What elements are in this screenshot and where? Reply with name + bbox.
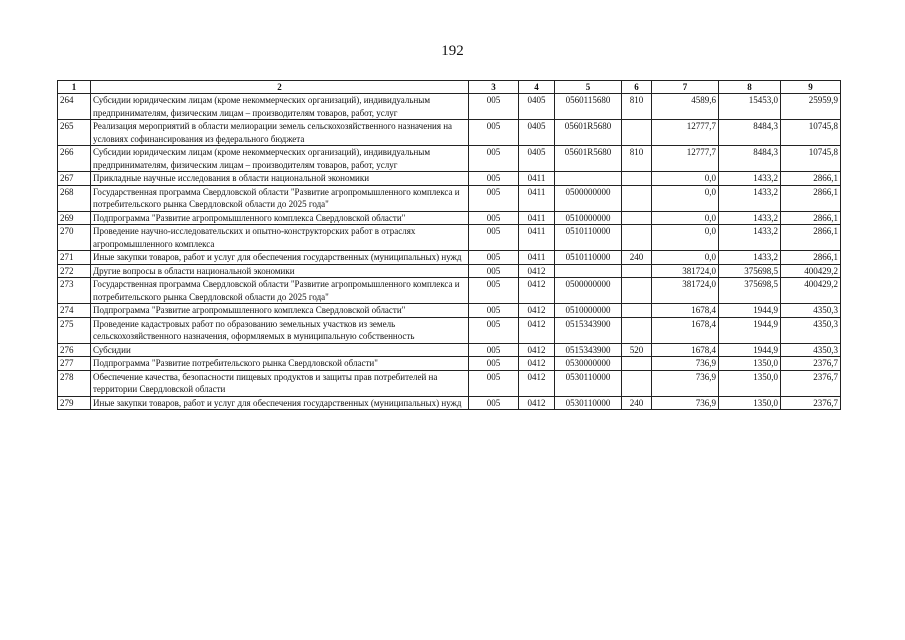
amount-year-2: 8484,3 (719, 146, 781, 172)
ministry-code: 005 (469, 343, 519, 357)
row-number: 271 (58, 251, 91, 265)
header-row (58, 81, 841, 94)
row-name: Субсидии юридическим лицам (кроме некоммерческих организаций), индивидуальным предпринимателям, физическим лицам – производителям товаров, работ, услуг (91, 146, 469, 172)
target-article-code: 0510110000 (555, 251, 622, 265)
amount-year-2: 375698,5 (719, 278, 781, 304)
col-header-7: 7 (652, 81, 719, 94)
section-code: 0412 (519, 396, 555, 410)
target-article-code: 05601R5680 (555, 120, 622, 146)
expense-type-code (622, 304, 652, 318)
amount-year-1: 1678,4 (652, 317, 719, 343)
target-article-code: 05601R5680 (555, 146, 622, 172)
table-row (58, 357, 841, 371)
section-code: 0405 (519, 94, 555, 120)
table-row (58, 225, 841, 251)
ministry-code: 005 (469, 120, 519, 146)
section-code: 0405 (519, 120, 555, 146)
target-article-code: 0515343900 (555, 343, 622, 357)
section-code: 0412 (519, 304, 555, 318)
expense-type-code (622, 317, 652, 343)
ministry-code: 005 (469, 146, 519, 172)
amount-year-3: 2376,7 (781, 357, 841, 371)
table-row (58, 396, 841, 410)
table-row (58, 251, 841, 265)
target-article-code: 0500000000 (555, 185, 622, 211)
section-code: 0412 (519, 370, 555, 396)
expense-type-code: 810 (622, 94, 652, 120)
target-article-code: 0530000000 (555, 357, 622, 371)
row-name: Подпрограмма "Развитие агропромышленного комплекса Свердловской области" (91, 304, 469, 318)
ministry-code: 005 (469, 185, 519, 211)
target-article-code: 0510000000 (555, 304, 622, 318)
section-code: 0411 (519, 211, 555, 225)
amount-year-3: 2376,7 (781, 396, 841, 410)
expense-type-code (622, 225, 652, 251)
amount-year-3: 400429,2 (781, 278, 841, 304)
amount-year-3: 4350,3 (781, 317, 841, 343)
table-body (58, 94, 841, 410)
row-name: Другие вопросы в области национальной экономики (91, 264, 469, 278)
amount-year-2: 1433,2 (719, 172, 781, 186)
target-article-code: 0530110000 (555, 396, 622, 410)
ministry-code: 005 (469, 370, 519, 396)
row-number: 276 (58, 343, 91, 357)
expense-type-code: 810 (622, 146, 652, 172)
row-number: 273 (58, 278, 91, 304)
row-name: Подпрограмма "Развитие агропромышленного комплекса Свердловской области" (91, 211, 469, 225)
amount-year-3: 25959,9 (781, 94, 841, 120)
row-number: 268 (58, 185, 91, 211)
amount-year-1: 736,9 (652, 370, 719, 396)
expense-type-code: 240 (622, 251, 652, 265)
section-code: 0412 (519, 278, 555, 304)
ministry-code: 005 (469, 396, 519, 410)
amount-year-2: 1433,2 (719, 185, 781, 211)
amount-year-1: 4589,6 (652, 94, 719, 120)
section-code: 0412 (519, 357, 555, 371)
section-code: 0412 (519, 317, 555, 343)
table-row (58, 185, 841, 211)
amount-year-2: 1944,9 (719, 317, 781, 343)
ministry-code: 005 (469, 94, 519, 120)
amount-year-3: 2866,1 (781, 211, 841, 225)
target-article-code: 0560115680 (555, 94, 622, 120)
amount-year-1: 12777,7 (652, 120, 719, 146)
col-header-9: 9 (781, 81, 841, 94)
ministry-code: 005 (469, 357, 519, 371)
amount-year-1: 0,0 (652, 211, 719, 225)
table-row (58, 264, 841, 278)
row-name: Реализация мероприятий в области мелиорации земель сельскохозяйственного назначения на условиях софинансирования из федерального бюджета (91, 120, 469, 146)
amount-year-3: 2866,1 (781, 251, 841, 265)
amount-year-1: 736,9 (652, 357, 719, 371)
amount-year-2: 1944,9 (719, 343, 781, 357)
ministry-code: 005 (469, 278, 519, 304)
row-name: Субсидии (91, 343, 469, 357)
amount-year-3: 2866,1 (781, 172, 841, 186)
amount-year-1: 381724,0 (652, 264, 719, 278)
target-article-code: 0515343900 (555, 317, 622, 343)
amount-year-3: 2866,1 (781, 185, 841, 211)
table-row (58, 211, 841, 225)
col-header-3: 3 (469, 81, 519, 94)
amount-year-2: 1944,9 (719, 304, 781, 318)
amount-year-3: 10745,8 (781, 146, 841, 172)
section-code: 0411 (519, 251, 555, 265)
col-header-1: 1 (58, 81, 91, 94)
section-code: 0411 (519, 225, 555, 251)
budget-table (57, 80, 841, 410)
row-name: Государственная программа Свердловской области "Развитие агропромышленного комплекса и потребительского рынка Свердловской области до 2025 года" (91, 278, 469, 304)
row-name: Прикладные научные исследования в области национальной экономики (91, 172, 469, 186)
amount-year-1: 736,9 (652, 396, 719, 410)
amount-year-1: 381724,0 (652, 278, 719, 304)
table-row (58, 343, 841, 357)
amount-year-3: 4350,3 (781, 343, 841, 357)
expense-type-code (622, 278, 652, 304)
table-row (58, 317, 841, 343)
row-name: Иные закупки товаров, работ и услуг для обеспечения государственных (муниципальных) нужд (91, 396, 469, 410)
ministry-code: 005 (469, 172, 519, 186)
page-number: 192 (441, 43, 464, 59)
row-number: 269 (58, 211, 91, 225)
row-name: Обеспечение качества, безопасности пищевых продуктов и защиты прав потребителей на территории Свердловской области (91, 370, 469, 396)
amount-year-2: 1350,0 (719, 370, 781, 396)
row-number: 279 (58, 396, 91, 410)
section-code: 0411 (519, 172, 555, 186)
row-name: Государственная программа Свердловской области "Развитие агропромышленного комплекса и потребительского рынка Свердловской области до 2025 года" (91, 185, 469, 211)
table-row (58, 278, 841, 304)
ministry-code: 005 (469, 304, 519, 318)
row-number: 278 (58, 370, 91, 396)
amount-year-2: 1433,2 (719, 225, 781, 251)
target-article-code (555, 264, 622, 278)
row-name: Иные закупки товаров, работ и услуг для обеспечения государственных (муниципальных) нужд (91, 251, 469, 265)
amount-year-1: 0,0 (652, 185, 719, 211)
expense-type-code (622, 120, 652, 146)
amount-year-1: 0,0 (652, 251, 719, 265)
amount-year-3: 2866,1 (781, 225, 841, 251)
target-article-code: 0510110000 (555, 225, 622, 251)
row-number: 274 (58, 304, 91, 318)
row-name: Проведение кадастровых работ по образованию земельных участков из земель сельскохозяйственного назначения, оформляемых в муниципальную собственность (91, 317, 469, 343)
row-number: 265 (58, 120, 91, 146)
table-row (58, 172, 841, 186)
amount-year-2: 1350,0 (719, 357, 781, 371)
col-header-5: 5 (555, 81, 622, 94)
col-header-2: 2 (91, 81, 469, 94)
amount-year-2: 1350,0 (719, 396, 781, 410)
amount-year-2: 375698,5 (719, 264, 781, 278)
amount-year-2: 15453,0 (719, 94, 781, 120)
expense-type-code (622, 370, 652, 396)
table-row (58, 146, 841, 172)
ministry-code: 005 (469, 251, 519, 265)
row-name: Субсидии юридическим лицам (кроме некоммерческих организаций), индивидуальным предпринимателям, физическим лицам – производителям товаров, работ, услуг (91, 94, 469, 120)
ministry-code: 005 (469, 264, 519, 278)
row-name: Подпрограмма "Развитие потребительского рынка Свердловской области" (91, 357, 469, 371)
ministry-code: 005 (469, 317, 519, 343)
amount-year-1: 12777,7 (652, 146, 719, 172)
table-row (58, 94, 841, 120)
target-article-code: 0510000000 (555, 211, 622, 225)
ministry-code: 005 (469, 225, 519, 251)
row-number: 277 (58, 357, 91, 371)
target-article-code: 0500000000 (555, 278, 622, 304)
expense-type-code: 520 (622, 343, 652, 357)
col-header-6: 6 (622, 81, 652, 94)
amount-year-2: 1433,2 (719, 211, 781, 225)
expense-type-code (622, 185, 652, 211)
amount-year-1: 0,0 (652, 172, 719, 186)
amount-year-3: 4350,3 (781, 304, 841, 318)
row-name: Проведение научно-исследовательских и опытно-конструкторских работ в отраслях агропромышленного комплекса (91, 225, 469, 251)
col-header-4: 4 (519, 81, 555, 94)
section-code: 0412 (519, 343, 555, 357)
target-article-code (555, 172, 622, 186)
amount-year-1: 0,0 (652, 225, 719, 251)
col-header-8: 8 (719, 81, 781, 94)
row-number: 270 (58, 225, 91, 251)
expense-type-code (622, 211, 652, 225)
ministry-code: 005 (469, 211, 519, 225)
amount-year-1: 1678,4 (652, 343, 719, 357)
table-row (58, 120, 841, 146)
row-number: 267 (58, 172, 91, 186)
amount-year-2: 1433,2 (719, 251, 781, 265)
row-number: 275 (58, 317, 91, 343)
table-row (58, 304, 841, 318)
target-article-code: 0530110000 (555, 370, 622, 396)
section-code: 0412 (519, 264, 555, 278)
row-number: 266 (58, 146, 91, 172)
table-row (58, 370, 841, 396)
amount-year-1: 1678,4 (652, 304, 719, 318)
expense-type-code (622, 172, 652, 186)
amount-year-2: 8484,3 (719, 120, 781, 146)
section-code: 0411 (519, 185, 555, 211)
section-code: 0405 (519, 146, 555, 172)
expense-type-code (622, 264, 652, 278)
expense-type-code: 240 (622, 396, 652, 410)
row-number: 264 (58, 94, 91, 120)
expense-type-code (622, 357, 652, 371)
amount-year-3: 2376,7 (781, 370, 841, 396)
amount-year-3: 400429,2 (781, 264, 841, 278)
amount-year-3: 10745,8 (781, 120, 841, 146)
row-number: 272 (58, 264, 91, 278)
